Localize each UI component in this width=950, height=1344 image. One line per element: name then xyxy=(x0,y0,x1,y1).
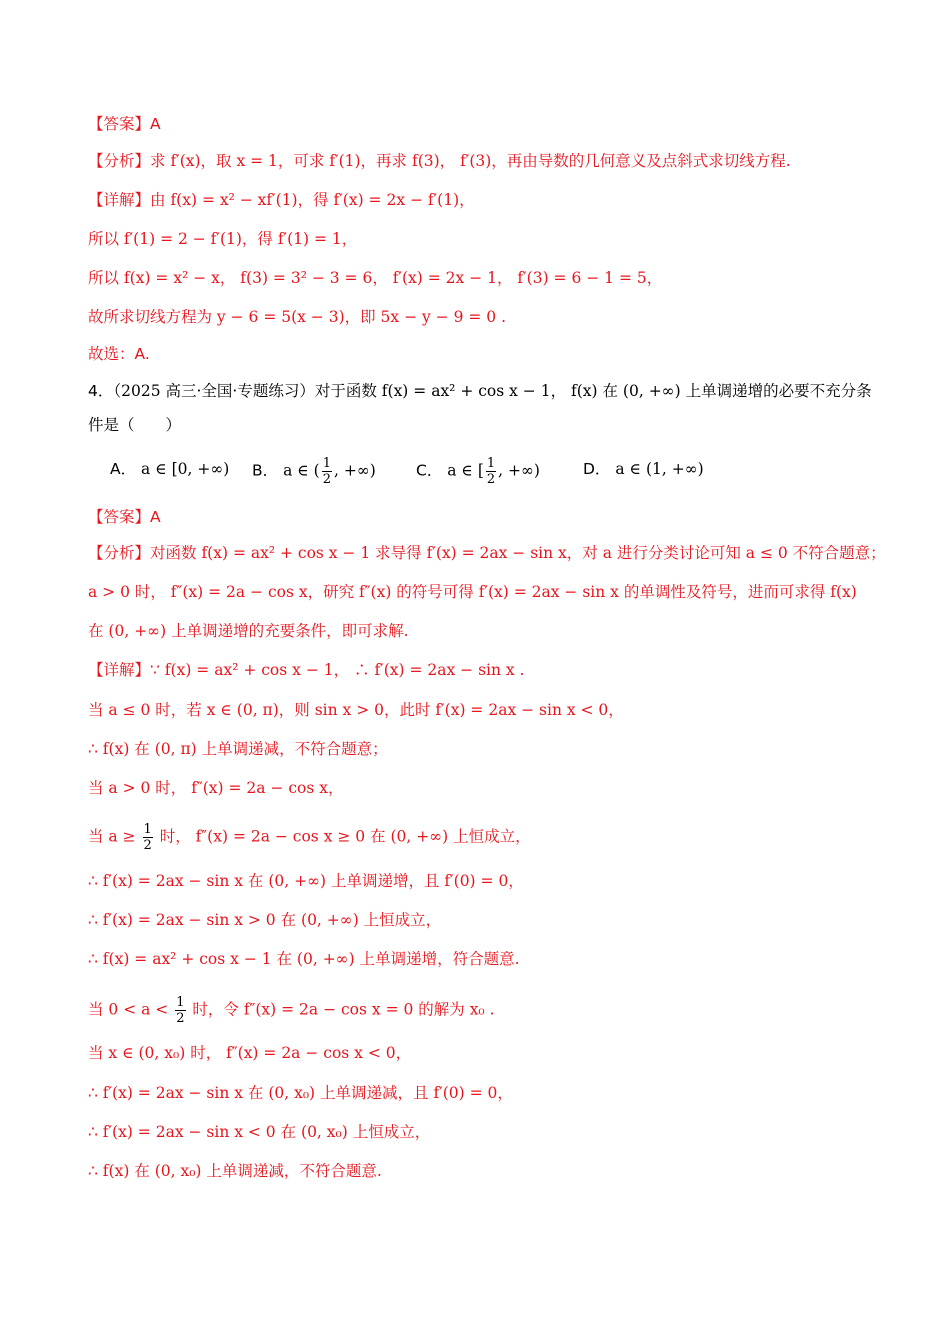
option-label: A． xyxy=(110,460,137,478)
question-source: （2025 高三·全国·专题练习） xyxy=(113,382,315,400)
q4-analysis-line-1 xyxy=(88,542,886,564)
q4-stem-line-1 xyxy=(88,380,872,402)
q3-detail-line-2: 所以 f′(1) = 2 − f′(1)，得 f′(1) = 1， xyxy=(88,230,358,248)
q3-analysis-line xyxy=(88,150,791,172)
fraction-one-half: $\frac{1}{2}$ xyxy=(143,822,152,853)
q3-answer-line xyxy=(88,113,161,135)
q4-detail-line-2: 当 a ≤ 0 时，若 x ∈ (0, π)，则 sin x > 0，此时 f′(x) = 2ax − sin x < 0， xyxy=(88,701,624,719)
q4-detail-line-1 xyxy=(88,659,524,681)
option-math: a ∈ [0, +∞) xyxy=(141,460,230,478)
q4-stem-line-2: 件是（ ） xyxy=(88,416,182,434)
analysis-text: 求 f′(x)，取 x = 1，可求 f′(1)，再求 f(3)， f′(3)，再由导数的几何意义及点斜式求切线方程. xyxy=(150,152,791,170)
option-math: a ∈ (1, +∞) xyxy=(615,460,704,478)
detail-tag: 【详解】 xyxy=(88,661,151,679)
answer-tag: 【答案】 xyxy=(88,508,151,526)
option-label: B． xyxy=(252,461,279,480)
q4-detail-line-3: ∴ f(x) 在 (0, π) 上单调递减，不符合题意； xyxy=(88,740,388,758)
q4-case-small-line xyxy=(88,995,495,1026)
case-prefix: 当 0 < a < xyxy=(88,1000,174,1019)
option-c xyxy=(416,456,540,487)
q3-detail-line-1 xyxy=(88,189,475,211)
case-prefix: 当 a ≥ xyxy=(88,827,141,846)
fraction-one-half: $\frac{1}{2}$ xyxy=(322,456,331,487)
fraction-one-half: $\frac{1}{2}$ xyxy=(176,995,185,1026)
case-suffix: 时， f″(x) = 2a − cos x ≥ 0 在 (0, +∞) 上恒成立， xyxy=(154,827,531,846)
q4-detail-line-6: ∴ f′(x) = 2ax − sin x > 0 在 (0, +∞) 上恒成立， xyxy=(88,911,442,929)
q4-detail-line-4: 当 a > 0 时， f″(x) = 2a − cos x， xyxy=(88,779,344,797)
q4-case-half-line xyxy=(88,822,531,853)
option-math-suffix: , +∞) xyxy=(333,461,376,480)
option-d xyxy=(583,456,704,482)
option-b xyxy=(252,456,376,487)
q4-detail-line-11: ∴ f(x) 在 (0, x₀) 上单调递减，不符合题意. xyxy=(88,1162,382,1180)
option-label: D． xyxy=(583,460,611,478)
q4-detail-line-9: ∴ f′(x) = 2ax − sin x 在 (0, x₀) 上单调递减，且 f′(0) = 0， xyxy=(88,1084,513,1102)
case-suffix: 时，令 f″(x) = 2a − cos x = 0 的解为 x₀ . xyxy=(187,1000,495,1019)
question-number: 4． xyxy=(88,382,114,400)
q4-detail-line-8: 当 x ∈ (0, x₀) 时， f″(x) = 2a − cos x < 0， xyxy=(88,1044,412,1062)
detail-text: ∵ f(x) = ax² + cos x − 1， ∴ f′(x) = 2ax − sin x . xyxy=(150,661,525,679)
q3-choice-line: 故选：A. xyxy=(88,345,150,363)
q4-analysis-line-2: a > 0 时， f″(x) = 2a − cos x，研究 f″(x) 的符号可得 f′(x) = 2ax − sin x 的单调性及符号，进而可求得 f(x) xyxy=(88,583,857,601)
detail-text: 由 f(x) = x² − xf′(1)，得 f′(x) = 2x − f′(1)， xyxy=(150,191,475,209)
q3-detail-line-4: 故所求切线方程为 y − 6 = 5(x − 3)，即 5x − y − 9 = 0 . xyxy=(88,308,507,326)
option-label: C． xyxy=(416,461,443,480)
analysis-text: 对函数 f(x) = ax² + cos x − 1 求导得 f′(x) = 2ax − sin x，对 a 进行分类讨论可知 a ≤ 0 不符合题意； xyxy=(150,544,886,562)
question-stem: 对于函数 f(x) = ax² + cos x − 1， f(x) 在 (0, +∞) 上单调递增的必要不充分条 xyxy=(314,382,872,400)
q3-detail-line-3: 所以 f(x) = x² − x， f(3) = 3² − 3 = 6， f′(x) = 2x − 1， f′(3) = 6 − 1 = 5， xyxy=(88,269,663,287)
option-math-prefix: a ∈ [ xyxy=(447,461,484,480)
q4-detail-line-7: ∴ f(x) = ax² + cos x − 1 在 (0, +∞) 上单调递增，符合题意. xyxy=(88,950,520,968)
q4-analysis-line-3: 在 (0, +∞) 上单调递增的充要条件，即可求解. xyxy=(88,622,409,640)
fraction-one-half: $\frac{1}{2}$ xyxy=(486,456,496,487)
answer-tag: 【答案】 xyxy=(88,115,151,133)
answer-value: A xyxy=(150,508,161,526)
answer-value: A xyxy=(150,115,161,133)
detail-tag: 【详解】 xyxy=(88,191,151,209)
option-a xyxy=(110,456,229,482)
option-math-prefix: a ∈ ( xyxy=(283,461,320,480)
q4-detail-line-5: ∴ f′(x) = 2ax − sin x 在 (0, +∞) 上单调递增，且 f′(0) = 0， xyxy=(88,872,524,890)
analysis-tag: 【分析】 xyxy=(88,152,151,170)
option-math-suffix: , +∞) xyxy=(498,461,540,480)
q4-detail-line-10: ∴ f′(x) = 2ax − sin x < 0 在 (0, x₀) 上恒成立， xyxy=(88,1123,431,1141)
q4-answer-line xyxy=(88,506,161,528)
analysis-tag: 【分析】 xyxy=(88,544,151,562)
